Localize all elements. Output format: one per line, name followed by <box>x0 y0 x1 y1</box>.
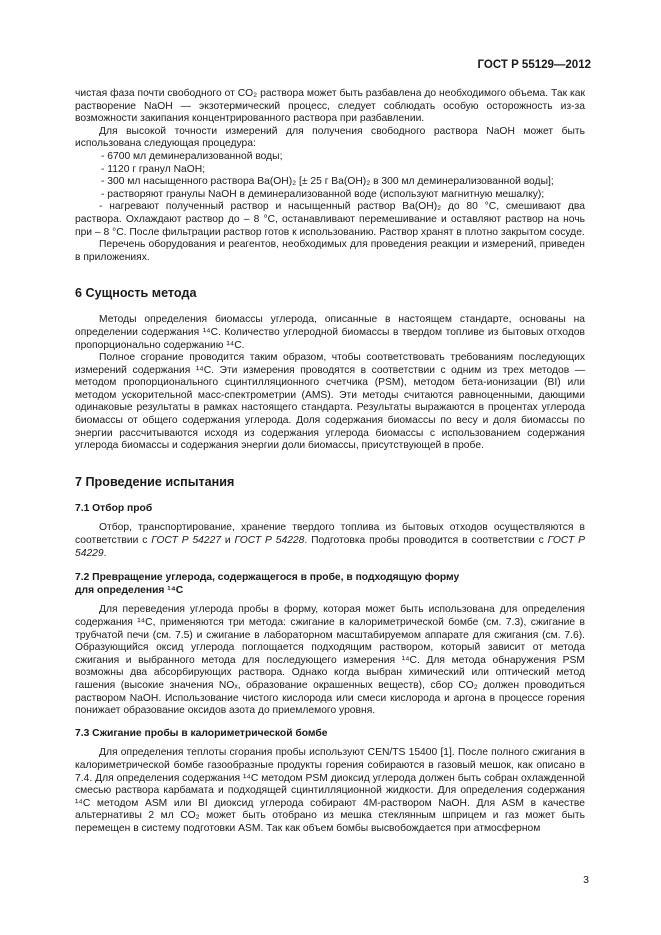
standard-reference: ГОСТ Р 54228 <box>234 535 305 547</box>
list-item: - 300 мл насыщенного раствора Ba(OH)₂ [± 25 г Ba(OH)₂ в 300 мл деминерализованной воды]; <box>101 176 554 188</box>
subsection-title: 7.1 Отбор проб <box>75 502 153 514</box>
text-run: . Подготовка пробы проводится в соответствии с <box>304 535 548 547</box>
paragraph: Для определения теплоты сгорания пробы используют CEN/TS 15400 [1]. После полного сжигания в калориметрической бомбе газообразные продукты горения собираются в газовый мешок, как описано в 7.4. Для определения содержания ¹⁴C методом PSM диоксид углерода должен быть собран охлажденной смесью раствора карбамата и подходящей сцинтилляционной жидкости. Для определения содержания ¹⁴C методом ASM или BI диоксид углерода собирают 4М-раствором NaOH. Для ASM в качестве альтернативы 2 мл CO₂ может быть отобрано из мешка стеклянным шприцем и газ может быть перемещен в систему подготовки ASM. Так как объем бомбы высвобождается при атмосферном <box>75 747 585 834</box>
section-heading-6: 6 Сущность метода <box>75 286 197 301</box>
page-number: 3 <box>583 874 589 886</box>
list-item: - растворяют гранулы NaOH в деминерализованной воде (используют магнитную мешалку); <box>101 188 545 200</box>
subsection-title-line: для определения ¹⁴C <box>75 584 184 596</box>
document-body <box>75 88 585 836</box>
text-run: Отбор, транспортирование, хранение твердого топлива из бытовых отходов осуществляются в соответствии с <box>75 522 585 547</box>
text-run: . <box>103 547 107 559</box>
subsection-heading-7-2 <box>75 572 585 597</box>
standard-reference: ГОСТ Р 54229 <box>75 535 586 559</box>
paragraph: Для высокой точности измерений для получения свободного раствора NaOH может быть использована следующая процедура: <box>75 125 585 150</box>
list-item: - 1120 г гранул NaOH; <box>101 163 206 175</box>
standard-reference: ГОСТ Р 54227 <box>151 535 222 547</box>
document-id-header: ГОСТ Р 55129—2012 <box>477 59 591 71</box>
subsection-heading-7-3: 7.3 Сжигание пробы в калориметрической бомбе <box>75 727 328 739</box>
section-heading-7: 7 Проведение испытания <box>75 474 235 489</box>
paragraph: Перечень оборудования и реагентов, необходимых для проведения реакции и измерений, приведен в приложениях. <box>75 239 585 263</box>
text-run: и <box>221 535 235 547</box>
paragraph <box>75 522 585 560</box>
paragraph: - нагревают полученный раствор и насыщенный раствор Ba(OH)₂ до 80 °C, смешивают два раствора. Охлаждают раствор до – 8 °C, останавливают перемешивание и оставляют раствор на ночь при – 8 °C. После фильтрации раствор готов к использованию. Раствор хранят в плотно закрытом сосуде. <box>75 201 585 238</box>
paragraph: Для переведения углерода пробы в форму, которая может быть использована для определения содержания ¹⁴C, применяются три метода: сжигание в калориметрической бомбе (см. 7.3), сжигание в трубчатой печи (см. 7.5) и сжигание в лабораторном масштабируемом аппарате для сжигания (см. 7.6). Образующийся оксид углерода поглощается подходящим раствором, который зависит от метода сжигания и выбранного метода для последующего измерения ¹⁴C. Для метода обнаружения PSM возможны два абсорбирующих раствора. Однако когда выбран химический или оптический метод гашения (высокие значения NOₓ, образование окрашенных веществ), сбор CO₂ должен проводиться раствором NaOH. Использование чистого кислорода или смеси кислорода и аргона в процессе горения понижает образование оксидов азота до приемлемого уровня. <box>75 604 585 717</box>
paragraph: чистая фаза почти свободного от CO₂ раствора может быть разбавлена до необходимого объема. Так как растворение NaOH — экзотермический процесс, следует соблюдать особую осторожность из-за возможности закипания концентрированного раствора при разбавлении. <box>75 88 585 125</box>
subsection-title-line: 7.2 Превращение углерода, содержащегося в пробе, в подходящую форму <box>75 572 460 584</box>
paragraph: Методы определения биомассы углерода, описанные в настоящем стандарте, основаны на определении содержания ¹⁴C. Количество углеродной биомассы в твердом топливе из бытовых отходов пропорционально содержанию ¹⁴C. <box>75 314 585 351</box>
paragraph: Полное сгорание проводится таким образом, чтобы соответствовать требованиям последующих измерений содержания ¹⁴C. Эти измерения проводятся в соответствии с одним из трех методов — методом пропорционального сцинтилляционного счетчика (PSM), методом бета-ионизации (BI) или методом ускорительной масс-спектрометрии (AMS). Эти методы считаются равноценными, дающими одинаковые результаты в рамках настоящего стандарта. Результаты выражаются в процентах углерода биомассы от общего содержания углерода. Доля содержания биомассы по весу и доля биомассы по энергии рассчитываются исходя из содержания углерода биомассы с использованием содержания углерода биомассы и содержания энергии доли биомассы, присутствующей в пробе. <box>75 352 585 452</box>
subsection-heading-7-1 <box>75 503 585 516</box>
list-item: - 6700 мл деминерализованной воды; <box>101 150 283 162</box>
